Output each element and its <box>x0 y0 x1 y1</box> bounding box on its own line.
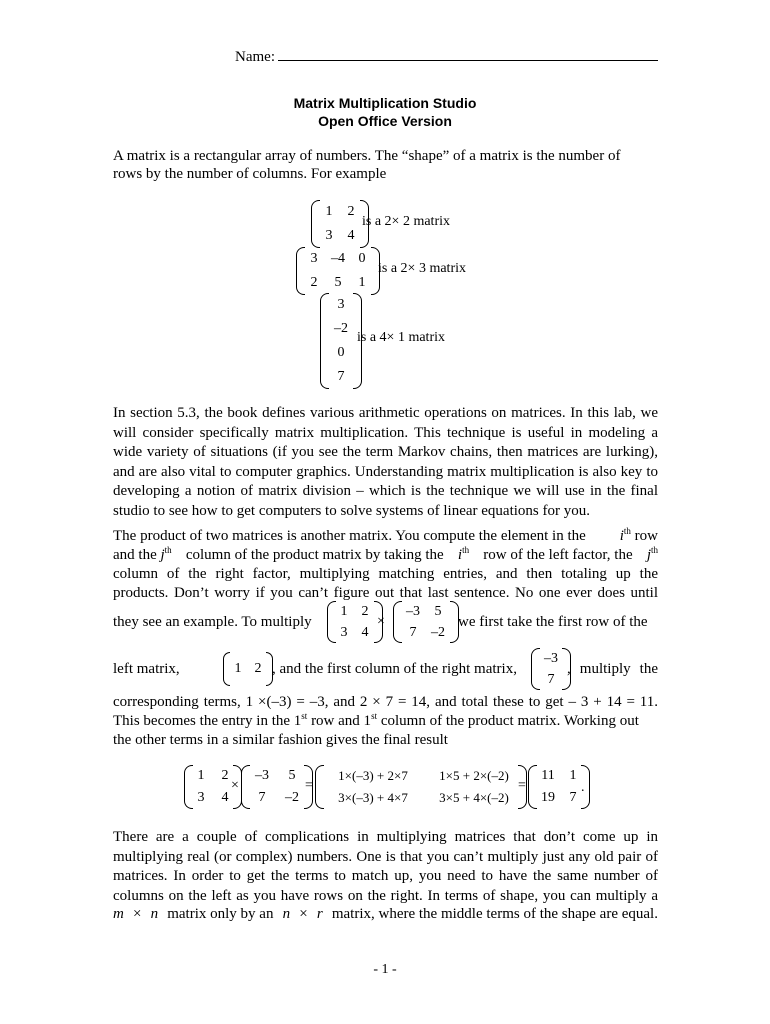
left-paren <box>528 765 537 809</box>
superscript: st <box>301 711 308 721</box>
matrix-cell: 5 <box>434 604 442 619</box>
matrix-cell: 19 <box>541 790 555 805</box>
example-matrix-2x3 <box>296 247 380 295</box>
times-sign: × <box>299 906 308 922</box>
matrix-cell: –2 <box>285 790 299 805</box>
matrix-cell: –3 <box>544 651 558 666</box>
doc-title: Matrix Multiplication Studio <box>293 95 477 111</box>
text: matrix, where the middle terms of the shape are equal. <box>331 906 658 922</box>
times-sign: × <box>231 778 239 793</box>
text <box>113 547 172 564</box>
left-paren <box>223 652 230 686</box>
matrix-cell: –3 <box>406 604 420 619</box>
matrix-cell: 3×(–3) + 4×7 <box>338 790 408 805</box>
matrix-cell: 1 <box>358 275 366 290</box>
matrix-cell: 7 <box>258 790 266 805</box>
matrix-cell: 1 <box>569 768 577 783</box>
paragraph-section-5-3: In section 5.3, the book defines various arithmetic operations on matrices. In this lab, we will consider specifically matrix multiplication. This technique is useful in modeling a wide variety of situations (if you see the term Markov chains, then matrices are lurking), and are also vital to computer graphics. Understanding matrix multiplication is also key to developing a notion of matrix division – which is the technique we will use in the final studio to see how to get computers to solve systems of linear equations for you. <box>113 405 658 519</box>
equals-sign: = <box>518 778 526 793</box>
matrix-cell: 1 <box>325 204 333 219</box>
left-paren <box>311 200 320 248</box>
eq-right-matrix <box>241 765 313 809</box>
var-j: j <box>160 547 165 563</box>
superscript: th <box>650 545 658 555</box>
intro-line-2: rows by the number of columns. For example <box>113 166 387 182</box>
text: matrix only by an <box>167 906 274 922</box>
superscript: th <box>462 545 470 555</box>
para3-line-5a: they see an example. To multiply <box>113 614 312 630</box>
matrix-cell: 7 <box>547 672 555 687</box>
matrix-cell: 5 <box>288 768 296 783</box>
para3-line-3: column of the right factor, multiplying matching entries, and then totaling up the <box>113 566 658 582</box>
text: row of the left factor, the <box>483 547 633 563</box>
matrix-cell: 11 <box>541 768 555 783</box>
matrix-cell: 0 <box>337 345 345 360</box>
eq-expanded-matrix <box>315 765 527 809</box>
matrix-cell: 3 <box>340 625 348 640</box>
inline-matrix-a <box>327 601 383 643</box>
matrix-cell: 4 <box>361 625 369 640</box>
para4-last-line <box>113 906 658 923</box>
para3-line-6c: , multiply the <box>567 661 658 677</box>
left-paren <box>320 293 329 389</box>
matrix-cell: 7 <box>569 790 577 805</box>
matrix-cell: 3×5 + 4×(–2) <box>439 790 509 805</box>
matrix-cell: 3 <box>325 228 333 243</box>
text <box>458 547 469 564</box>
para3-line-7: corresponding terms, 1 ×(–3) = –3, and 2 × 7 = 14, and total these to get – 3 + 14 = 11. <box>113 694 658 710</box>
page-number: - 1 - <box>373 962 397 977</box>
var-n: n <box>282 906 291 922</box>
matrix-cell: 2 <box>361 604 369 619</box>
period: . <box>581 780 585 795</box>
doc-subtitle: Open Office Version <box>318 113 452 129</box>
var-i: i <box>619 528 624 544</box>
example-label-4x1: is a 4× 1 matrix <box>357 330 445 345</box>
matrix-cell: 5 <box>334 275 342 290</box>
example-label-2x3: is a 2× 3 matrix <box>378 261 466 276</box>
inline-matrix-b <box>393 601 459 643</box>
matrix-cell: 4 <box>221 790 229 805</box>
superscript: st <box>371 711 378 721</box>
left-paren <box>531 648 540 690</box>
matrix-cell: 3 <box>337 297 345 312</box>
example-matrix-2x2 <box>311 200 369 248</box>
name-label: Name: <box>235 49 275 65</box>
matrix-cell: 1×5 + 2×(–2) <box>439 768 509 783</box>
left-paren <box>327 601 336 643</box>
intro-line-1: A matrix is a rectangular array of numbers. The “shape” of a matrix is the number of <box>113 148 621 164</box>
text: The product of two matrices is another matrix. You compute the element in the <box>113 528 586 544</box>
para3-line-6a: left matrix, <box>113 661 180 677</box>
matrix-cell: 2 <box>347 204 355 219</box>
inline-col-vector <box>531 648 571 690</box>
matrix-cell: 4 <box>347 228 355 243</box>
para3-line-4: products. Don’t worry if you can’t figure out that last sentence. No one ever does until <box>113 585 658 601</box>
para3-line-8 <box>113 713 658 730</box>
matrix-cell: 0 <box>358 251 366 266</box>
para3-line-2 <box>113 547 658 564</box>
times-sign: × <box>377 614 385 629</box>
para3-line-1 <box>113 528 658 545</box>
para3-line-5b: we first take the first row of the <box>458 614 648 630</box>
matrix-cell: 1×(–3) + 2×7 <box>338 768 408 783</box>
left-paren <box>296 247 305 295</box>
example-matrix-4x1 <box>320 293 362 389</box>
matrix-cell: 3 <box>310 251 318 266</box>
var-m: m <box>113 906 124 922</box>
matrix-cell: –3 <box>255 768 269 783</box>
var-r: r <box>316 906 323 922</box>
text: column of the product matrix by taking the <box>185 547 444 563</box>
matrix-cell: 2 <box>221 768 229 783</box>
matrix-cell: 7 <box>409 625 417 640</box>
text: This becomes the entry in the 1 <box>113 713 302 729</box>
text: row and 1 <box>311 713 372 729</box>
matrix-cell: 2 <box>310 275 318 290</box>
text: column of the product matrix. Working out <box>380 713 639 729</box>
left-paren <box>184 765 193 809</box>
text <box>620 528 658 545</box>
name-field <box>235 46 658 66</box>
matrix-cell: 1 <box>197 768 205 783</box>
times-sign: × <box>132 906 142 922</box>
text <box>647 547 658 564</box>
matrix-cell: –2 <box>334 321 348 336</box>
matrix-cell: 7 <box>337 369 345 384</box>
matrix-cell: 3 <box>197 790 205 805</box>
left-paren <box>315 765 324 809</box>
para3-line-6b: , and the first column of the right matrix, <box>272 661 517 677</box>
text: row <box>634 528 658 544</box>
matrix-cell: –4 <box>331 251 345 266</box>
matrix-cell: –2 <box>431 625 445 640</box>
paragraph-complications: There are a couple of complications in multiplying matrices that don’t come up in multiplying real (or complex) numbers. One is that you can’t multiply just any old pair of matrices. In order to get the terms to match up, you need to have the same number of columns on the left as you have rows on the right. In terms of shape, you can multiply a <box>113 829 658 904</box>
inline-row-vector <box>223 652 273 686</box>
text: and the <box>113 547 157 563</box>
para3-line-9: the other terms in a similar fashion gives the final result <box>113 732 448 748</box>
name-blank-line <box>278 46 658 61</box>
equals-sign: = <box>305 778 313 793</box>
matrix-cell: 1 <box>234 661 242 676</box>
matrix-cell: 1 <box>340 604 348 619</box>
example-label-2x2: is a 2× 2 matrix <box>362 214 450 229</box>
var-n: n <box>150 906 159 922</box>
superscript: th <box>623 526 631 536</box>
left-paren <box>241 765 250 809</box>
var-i: i <box>457 547 463 563</box>
var-j: j <box>646 547 651 563</box>
left-paren <box>393 601 402 643</box>
matrix-cell: 2 <box>254 661 262 676</box>
superscript: th <box>164 545 172 555</box>
